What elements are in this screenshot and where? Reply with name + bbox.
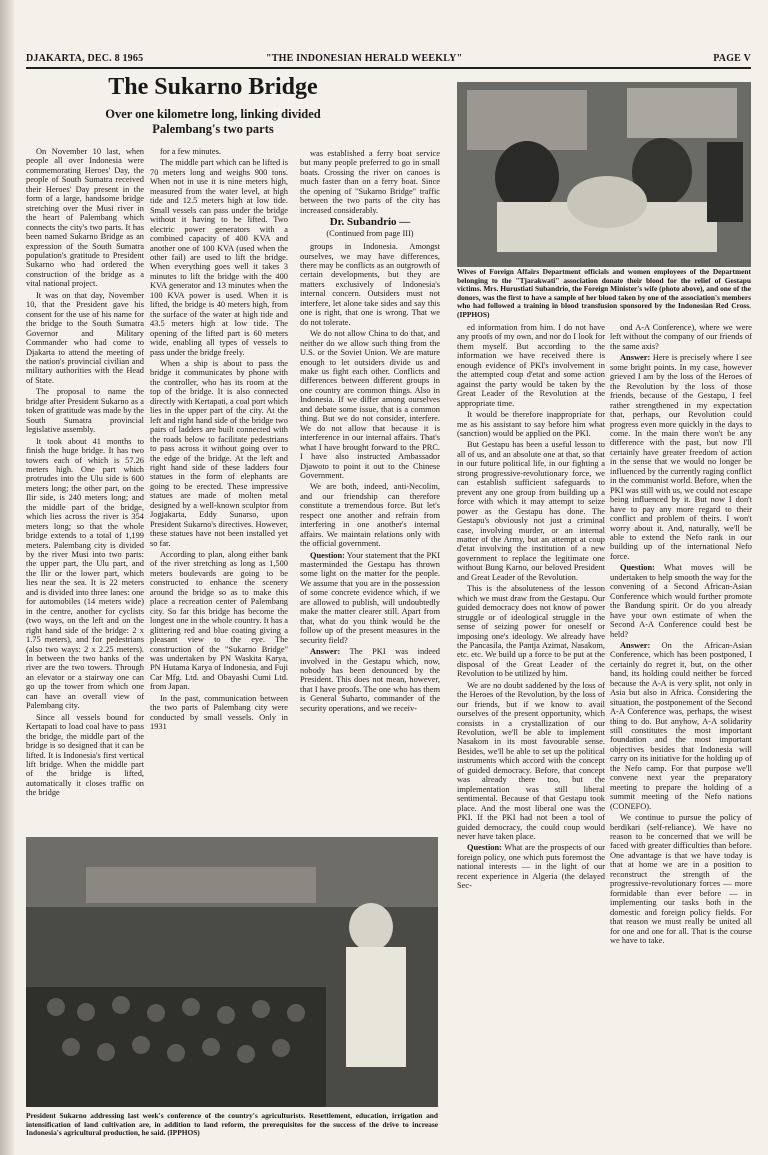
paragraph: We do not allow China to do that, and neither do we allow such thing from the U.S. or the Soviet Union. We are mature enough to let outsiders divide us and make us fight each other. Conflicts and differences between different groups in one country are common things. Also in Indonesia. If we differ among ourselves and debate some issue, that is a common thing. But we do not consider, interfere. We do not allow that because it is interference in our internal affairs. That's what I have brought forward to the PRC. I have also instructed Ambassador Djawoto to point it out to the Chinese Government. xyxy=(300,329,440,480)
paragraph: The proposal to name the bridge after President Sukarno as a token of gratitude was made by the South Sumatra provincial legislative assembly. xyxy=(26,387,144,435)
paragraph: But Gestapu has been a useful lesson to all of us, and an absolute one at that, so that in our future political life, in our fighting a strong progressive-revolutionary force, we can establish sufficient safeguards to prevent any one group from building up a force with which it may attempt to seize power as the Gestapu has done. The Gestapu's obviously not just a criminal case, involving murder, or an internal matter of the Army, but an attempt at coup d'etat involving the institution of a new government to replace the legitimate one without Bung Karno, our beloved President and Great Leader of the Revolution. xyxy=(457,440,605,582)
paragraph: Answer: Here is precisely where I see some bright points. In my case, however grieved I am by the loss of the Heroes of the Revolution by the loss of those friends, because of the Gestapu, I feel rather strengthened in my expectation that, perhaps, our Revolution could progress even more quickly in the days to come. In the main there won't be any difference with the past, but now I'll certainly have greater freedom of action in the sense that we would no longer be influenced by the currently raging conflict in the communist world. Before, when the PKI was still with us, we could not escape being influenced by it. But now I don't have to pay any more regard to their conflict and problem of theirs. I won't worry about it. And, naturally, we'll be able to extend the Nefo rank in our building up of the international Nefo force. xyxy=(610,353,752,561)
header-rule xyxy=(26,67,751,69)
photo-blood-donation xyxy=(457,82,751,267)
article2-continued-note: (Continued from page III) xyxy=(326,228,414,238)
header-paper-name: "THE INDONESIAN HERALD WEEKLY" xyxy=(266,53,463,64)
paragraph: This is the absoluteness of the lesson which we must draw from the Gestapu. Our guided democracy does not know of power struggle or of ideological struggle in the sense of seizing power for oneself or imposing one's ideology. We already have the Pancasila, the Pantja Azimat, Nasakom, etc. etc. We build up a force to be put at the disposal of the Great Leader of the Revolution to be utilized by him. xyxy=(457,584,605,679)
photo-bottom-caption: President Sukarno addressing last week's conference of the country's agriculturists. Resettlement, education, irrigation and intensification of land cultivation are, in addition to land reform, the prerequisites for the success of the drive to increase Indonesia's agricultural production, he said. (IPPHOS) xyxy=(26,1111,438,1138)
paragraph: It would be therefore inappropriate for me as his assistant to say before him what (sanction) would be applied on the PKI. xyxy=(457,410,605,438)
paragraph: We are both, indeed, anti-Necolim, and our friendship can therefore constitute a tremendous force. But let's respect one another and refrain from interfering in one another's internal affairs. We maintain relations only with the official government. xyxy=(300,482,440,549)
paragraph: was established a ferry boat service but many people preferred to go in small boats. Crossing the river on canoes is much faster than on a ferry boat. Since the opening of "Sukarno Bridge" traffic between the two parts of the city has increased considerably. xyxy=(300,149,440,215)
article2-column5 xyxy=(610,323,752,1143)
article2-column4 xyxy=(457,323,605,1143)
paragraph: When a ship is about to pass the bridge it communicates by phone with the controller, who has its room at the top of the bridge. It is also connected directly with Kertapati, a coal port which lies in the upper part of the city. At the left and right hand side of the bridge two pairs of ladders are built connected with the roads below to facilitate pedestrians to pass across it without going over to the edge of the bridge. At the left and right hand side of these ladders four statues in the form of elephants are going to be erected. These impressive statues are made of molten metal designed by a well-known sculptor from Jogjakarta, Eddy Sunarso, upon President Sukarno's directives. However, these statues have not been installed yet so far. xyxy=(150,358,288,548)
article2-column3 xyxy=(300,242,440,713)
paragraph: We continue to pursue the policy of berdikari (self-reliance). We have no reason to be concerned that we will be faced with greater difficulties than before. One advantage is that we have today is that at home we are in a position to reconstruct the strength of the progressive-revolutionary forces — more formidable than ever before — in implementing our tasks both in the domestic and foreign policy fields. For that reason we must really be united all for one and one for all. That is the course we have to take. xyxy=(610,813,752,945)
header-page-number: PAGE V xyxy=(713,53,751,64)
paragraph: According to plan, along either bank of the river stretching as long as 1,500 meters boulevards are going to be constructed to enhance the scenery around the bridge so as to make this place a recreation center of Palembang city. So far this bridge has become the longest one in the whole country. It has a glittering red and blue coating giving a pleasant view to the eye. The construction of the "Sukarno Bridge" was undertaken by PN Waskita Karya, PN Hutama Karya of Indonesia, and Fuji Car Mfg. Ltd. and Obayashi Cumi Ltd. from Japan. xyxy=(150,550,288,692)
page-fold-shadow xyxy=(0,0,14,1155)
column3 xyxy=(300,149,440,829)
paragraph: On November 10 last, when people all over Indonesia were commemorating Heroes' Day, the people of South Sumatra received their Heroes' Day present in the form of a large, handsome bridge stretching over the Musi river in the heart of Palembang which connects the city's two parts. It has been named Sukarno Bridge as an expression of the South Sumatra population's gratitude to President Sukarno who had ordered the construction of the bridge as a vital national project. xyxy=(26,147,144,289)
paragraph: Question: What are the prospects of our foreign policy, one which puts foremost the national interests — in the light of our recent experience in Algeria (the delayed Sec- xyxy=(457,843,605,891)
paragraph: for a few minutes. xyxy=(160,147,221,156)
paragraph: We are no doubt saddened by the loss of the Heroes of the Revolution, by the loss of our friends, but if we know to avail ourselves of the present opportunity, which consists in a crystallization of our Revolution, we'll be able to implement Nasakom in its most favourable sense. Besides, we'll be able to set up the political instruments which accord with the concept of guided democracy. Before, that concept was already there too, but the implementation was still liberal sentimental. Because of that Gestapu took place. And the most liberal one was the PKI. If the PKI had not been a tool of guided democracy, the could coup would never have taken place. xyxy=(457,680,605,842)
paragraph: In the past, communication between the two parts of Palembang city were conducted by small vessels. Only in 1931 xyxy=(150,693,288,732)
paragraph: Answer: On the African-Asian Conference, which has been postponed, I certainly do regret it, but, on the other hand, its holding could neither be forced because the A-A is very split, not only in Asia but also in Africa. Considering the situation, the postponement of the Second A-A Conference was, perhaps, the wisest thing to do. But anyhow, A-A solidarity still constitutes the most important foundation and the most important objectives besides that Indonesia will carry on its initiative for the holding up of the Nefo camp. For that purpose we'll convene next year the preparatory meeting to prepare the holding of a summit meeting of the Nefo nations (CONEFO). xyxy=(610,640,752,811)
photo-top-caption: Wives of Foreign Affairs Department officials and women employees of the Department belonging to the "Tjarakwati" association donate their blood for the relief of Gestapu victims. Mrs. Hurustiati Subandrio, the Foreign Minister's wife (photo above), and one of the donors, was the first to have a sample of her blood taken by one of the association's members who had followed a training in blood transfusion sponsored by the Indonesian Red Cross. (IPPHOS) xyxy=(457,267,751,319)
paragraph: Question: What moves will be undertaken to help smooth the way for the convening of a Second African-Asian Conference which would further promote the Bandung spirit. Or do you already have your own estimate of when the Second A-A Conference could best be held? xyxy=(610,563,752,639)
article1-column3-top xyxy=(300,149,440,215)
article-title: The Sukarno Bridge xyxy=(108,74,318,100)
paragraph: Answer: The PKI was indeed involved in the Gestapu which, now, nobody has been denounced by the President. This does not mean, however, that I have proofs. The one who has them is General Suharto, commander of the security operations, and we receiv- xyxy=(300,647,440,713)
paragraph: ond A-A Conference), where we were left without the company of our friends of the same axis? xyxy=(610,323,752,351)
paragraph: Since all vessels bound for Kertapati to load coal have to pass the bridge, the middle part of the bridge is so designed that it can be lifted. It is Indonesia's first vertical lift bridge. When the middle part of the bridge is lifted, automatically it closes traffic on the bridge xyxy=(26,712,144,798)
article2-title: Dr. Subandrio — xyxy=(329,216,411,229)
paragraph: Question: Your statement that the PKI masterminded the Gestapu has thrown some light on the matter for the people. We assume that you are in the possession of some concrete evidence which, if we are allowed to publish, will undoubtedly make the matter clearer still. Apart from that, what do you think would be the follow up of the present measures in the security field? xyxy=(300,550,440,645)
paragraph: It took about 41 months to finish the huge bridge. It has two towers each of which is 57.26 meters high. One part which protrudes into the Ulu side is 600 meters long; the other part, on the Ilir side, is 240 meters long; and the middle part of the bridge, which lies across the river is 354 meters long; so that the whole bridge extends to a total of 1,199 meters. Palembang city is divided by the river Musi into two parts: the upper part, the Ulu part, and the Ilir or the lower part, which lies near the sea. It is 22 meters and is divided into three lanes: one for automobiles (14 meters wide) in the centre, another for cyclists (two ways, on the left and on the right hand side of the bridge: 2 x 1.75 meters), and for pedestrians (also two ways: 2 x 2.25 meters). In between the two banks of the river are the two towers. Through an elevator or a stairway one can go up the tower from which one can have an overall view of Palembang city. xyxy=(26,436,144,711)
paragraph: The middle part which can be lifted is 70 meters long and weighs 900 tons. When not in use it is nine meters high, measured from the water level, at high tide and 12.5 meters high at low tide. Small vessels can pass under the bridge without it having to be lifted. Two electric power generators with a combined capacity of 400 KVA and another one of 100 KVA (used when the other fail) are used to lift the bridge. When everything goes well it takes 3 minutes to lift the bridge with the 400 KVA generator and 13 minutes when the 100 KVA power is used. When it is lifted, the bridge is 40 meters high, from the surface of the water at high tide and 43.5 meters high at low tide. The opening of the lifted part is 60 meters wide, enabling all types of vessels to pass under the bridge freely. xyxy=(150,158,288,357)
photo-sukarno-speech xyxy=(26,837,438,1107)
paragraph: groups in Indonesia. Amongst ourselves, we may have differences, there may be conflicts as an outgrowth of certain developments, but they are matters exclusively of Indonesia's internal concern. Outsiders must not interfere, let alone take sides and say this one is right, that one is wrong. That we do not tolerate. xyxy=(300,242,440,327)
article-subtitle: Over one kilometre long, linking divided Palembang's two parts xyxy=(105,107,321,136)
paragraph: It was on that day, November 10, that the President gave his consent for the use of his name for the bridge to the South Sumatra Governor and Military Commander who had come to Djakarta to attend the meeting of the nation's provincial civilian and military authorities with the Head of State. xyxy=(26,290,144,385)
paragraph: ed information from him. I do not have any proofs of my own, and nor do I look for them myself. But according to the information we have received there is enough evidence of PKI's involvement in the attempted coup d'etat and some action against the party would be taken by the Great Leader of the Revolution at the appropriate time. xyxy=(457,323,605,408)
article1-column1 xyxy=(26,147,144,827)
header-date: DJAKARTA, DEC. 8 1965 xyxy=(26,53,144,64)
page-header xyxy=(26,53,751,67)
article1-column2 xyxy=(150,147,288,827)
